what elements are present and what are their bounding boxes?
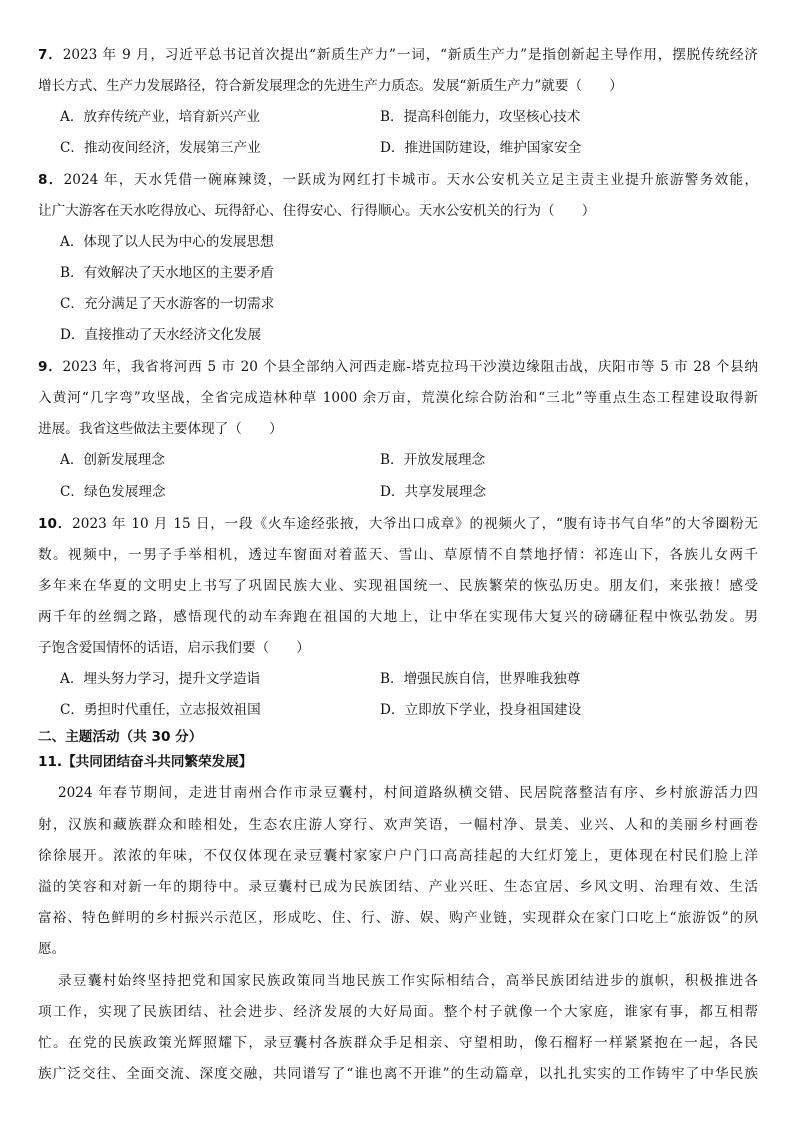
- q9-stem-text-1: 2023 年，我省将河西 5 市 20 个县全部纳入河西走廊-塔克拉玛干沙漠边缘阻击战，庆阳市等 5 市 28 个县纳: [62, 359, 758, 375]
- q8-stem-line-2: 让广大游客在天水吃得放心、玩得舒心、住得安心、行得顺心。天水公安机关的行为（ ）: [38, 203, 596, 219]
- q10-number: 10．: [38, 516, 73, 532]
- q8-stem-text-1: 2024 年，天水凭借一碗麻辣烫，一跃成为网红打卡城市。天水公安机关立足主责主业提升旅游警务效能，: [63, 172, 758, 188]
- q11-para1-line-2: 射，汉族和藏族群众和睦相处，生态农庄游人穿行、欢声笑语，一幅村净、景美、业兴、人和的美丽乡村画卷: [38, 817, 758, 833]
- q11-para2-line-1: 录豆囊村始终坚持把党和国家民族政策同当地民族工作实际相结合，高举民族团结进步的旗帜，积极推进各: [58, 973, 758, 989]
- q7-stem-text-1: 2023 年 9 月，习近平总书记首次提出“新质生产力”一词，“新质生产力”是指创新起主导作用，摆脱传统经济: [62, 47, 758, 63]
- q11-para1-line-5: 富裕、特色鲜明的乡村振兴示范区，形成吃、住、行、游、娱、购产业链，实现群众在家门口吃上“旅游饭”的夙: [38, 910, 758, 926]
- q10-stem-line-2: 数。视频中，一男子手举相机，透过车窗面对着蓝天、雪山、草原情不自禁地抒情：祁连山下，各族儿女两千: [38, 547, 758, 563]
- q10-stem-line-1: [38, 514, 758, 534]
- q10-stem-line-3: 多年来在华夏的文明史上书写了巩固民族大业、实现祖国统一、民族繁荣的恢弘历史。朋友们，来张掖！感受: [38, 578, 758, 594]
- q9-number: 9．: [38, 359, 63, 375]
- q8-option-c[interactable]: C．充分满足了天水游客的一切需求: [60, 296, 275, 312]
- q9-option-b[interactable]: B．开放发展理念: [380, 452, 486, 468]
- q11-para1-line-1: 2024 年春节期间，走进甘南州合作市录豆囊村，村间道路纵横交错、民居院落整洁有序、乡村旅游活力四: [58, 785, 758, 801]
- q10-stem-text-1: 2023 年 10 月 15 日，一段《火车途经张掖，大爷出口成章》的视频火了，“腹有诗书气自华”的大爷圈粉无: [72, 516, 758, 532]
- q11-para2-line-3: 忙。在党的民族政策光辉照耀下，录豆囊村各族群众手足相亲、守望相助，像石榴籽一样紧紧抱在一起，各民: [38, 1035, 758, 1051]
- q7-stem-line-2: 增长方式、生产力发展路径，符合新发展理念的先进生产力质态。发展“新质生产力”就要（ ）: [38, 78, 623, 94]
- q8-option-a[interactable]: A．体现了以人民为中心的发展思想: [60, 234, 274, 250]
- q7-option-c[interactable]: C．推动夜间经济，发展第三产业: [60, 140, 261, 156]
- q7-option-a[interactable]: A．放弃传统产业，培育新兴产业: [60, 109, 261, 125]
- q11-para1-line-3: 徐徐展开。浓浓的年味，不仅仅体现在录豆囊村家家户户门口高高挂起的大红灯笼上，更体现在村民们脸上洋: [38, 848, 758, 864]
- q7-stem-line-1: [38, 45, 758, 65]
- q11-para2-line-4: 族广泛交往、全面交流、深度交融，共同谱写了“谁也离不开谁”的生动篇章，以扎扎实实的工作铸牢了中华民族: [38, 1066, 758, 1082]
- q9-stem-line-1: [38, 357, 758, 377]
- section2-title: 二、主题活动（共 30 分）: [38, 729, 203, 745]
- q9-option-c[interactable]: C．绿色发展理念: [60, 484, 166, 500]
- q8-option-b[interactable]: B．有效解决了天水地区的主要矛盾: [60, 265, 274, 281]
- q10-option-a[interactable]: A．埋头努力学习，提升文学造诣: [60, 671, 261, 687]
- q8-option-d[interactable]: D．直接推动了天水经济文化发展: [60, 327, 262, 343]
- q7-option-b[interactable]: B．提高科创能力，攻坚核心技术: [380, 109, 581, 125]
- q10-stem-line-4: 两千年的丝绸之路，感悟现代的动车奔跑在祖国的大地上，让中华在实现伟大复兴的磅礴征程中恢弘勃发。男: [38, 609, 758, 625]
- q8-number: 8．: [38, 172, 64, 188]
- q11-para1-line-4: 溢的笑容和对新一年的期待中。录豆囊村已成为民族团结、产业兴旺、生态宜居、乡风文明、治理有效、生活: [38, 879, 758, 895]
- q10-option-c[interactable]: C．勇担时代重任，立志报效祖国: [60, 702, 261, 718]
- q9-stem-line-2: 入黄河“几字弯”攻坚战，全省完成造林种草 1000 余万亩，荒漠化综合防治和“三北”等重点生态工程建设取得新: [38, 390, 758, 406]
- q7-option-d[interactable]: D．推进国防建设，维护国家安全: [380, 140, 582, 156]
- q9-option-a[interactable]: A．创新发展理念: [60, 452, 165, 468]
- q8-stem-line-1: [38, 170, 758, 190]
- q11-para1-line-6: 愿。: [38, 941, 66, 957]
- q10-option-b[interactable]: B．增强民族自信，世界唯我独尊: [380, 671, 581, 687]
- q9-stem-line-3: 进展。我省这些做法主要体现了（ ）: [38, 421, 283, 437]
- q10-option-d[interactable]: D．立即放下学业，投身祖国建设: [380, 702, 582, 718]
- q9-option-d[interactable]: D．共享发展理念: [380, 484, 487, 500]
- q10-stem-line-5: 子饱含爱国情怀的话语，启示我们要（ ）: [38, 640, 310, 656]
- q11-title: 11.【共同团结奋斗共同繁荣发展】: [38, 754, 253, 770]
- q7-number: 7．: [38, 47, 63, 63]
- q11-para2-line-2: 项工作，实现了民族团结、社会进步、经济发展的大好局面。整个村子就像一个大家庭，谁家有事，都互相帮: [38, 1004, 758, 1020]
